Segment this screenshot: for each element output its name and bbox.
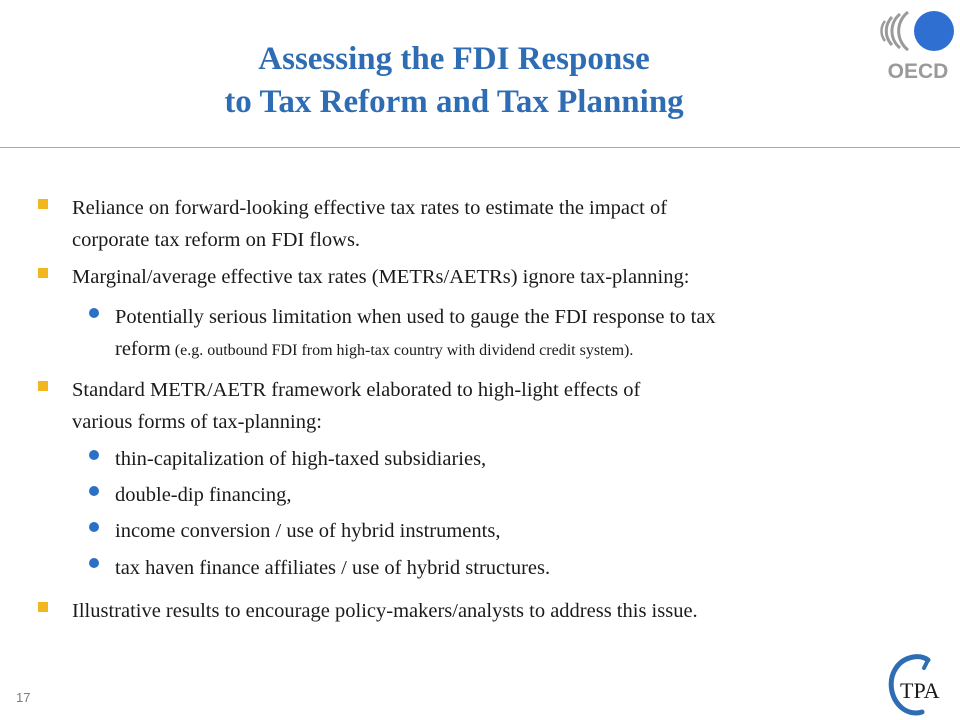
reform-word: reform [115, 338, 171, 360]
square-bullet-icon [38, 381, 48, 391]
bullet-3-sub-4: tax haven finance affiliates / use of hybrid structures. [115, 557, 551, 579]
oecd-logo-text: OECD [887, 60, 949, 82]
bullet-1-line-2: corporate tax reform on FDI flows. [72, 229, 361, 251]
round-bullet-icon [89, 486, 99, 496]
bullet-3-sub-2: double-dip financing, [115, 484, 292, 506]
square-bullet-icon [38, 602, 48, 612]
bullet-1 [72, 192, 912, 256]
bullet-2-sub-1-line-2 [115, 333, 905, 367]
bullet-3-line-1: Standard METR/AETR framework elaborated to high-light effects of [72, 379, 641, 401]
round-bullet-icon [89, 558, 99, 568]
page-number: 17 [16, 690, 31, 705]
slide-title-line-2: to Tax Reform and Tax Planning [224, 84, 684, 120]
square-bullet-icon [38, 268, 48, 278]
slide-title-line-1: Assessing the FDI Response [258, 41, 650, 77]
reform-example: (e.g. outbound FDI from high-tax country with dividend credit system). [170, 342, 634, 359]
bullet-4: Illustrative results to encourage policy-makers/analysts to address this issue. [72, 600, 698, 622]
bullet-3-sub-3: income conversion / use of hybrid instruments, [115, 520, 501, 542]
bullet-3-line-2: various forms of tax-planning: [72, 411, 322, 433]
ctpa-logo [884, 654, 956, 716]
bullet-2-sub-1 [115, 301, 905, 367]
round-bullet-icon [89, 308, 99, 318]
round-bullet-icon [89, 522, 99, 532]
bullet-3 [72, 374, 912, 438]
bullet-3-sub-1: thin-capitalization of high-taxed subsidiaries, [115, 448, 487, 470]
ctpa-logo-text: TPA [900, 678, 940, 703]
bullet-1-line-1: Reliance on forward-looking effective tax rates to estimate the impact of [72, 197, 668, 219]
square-bullet-icon [38, 199, 48, 209]
bullet-2-sub-1-line-1: Potentially serious limitation when used to gauge the FDI response to tax [115, 306, 716, 328]
round-bullet-icon [89, 450, 99, 460]
bullet-2: Marginal/average effective tax rates (METRs/AETRs) ignore tax-planning: [72, 266, 690, 288]
